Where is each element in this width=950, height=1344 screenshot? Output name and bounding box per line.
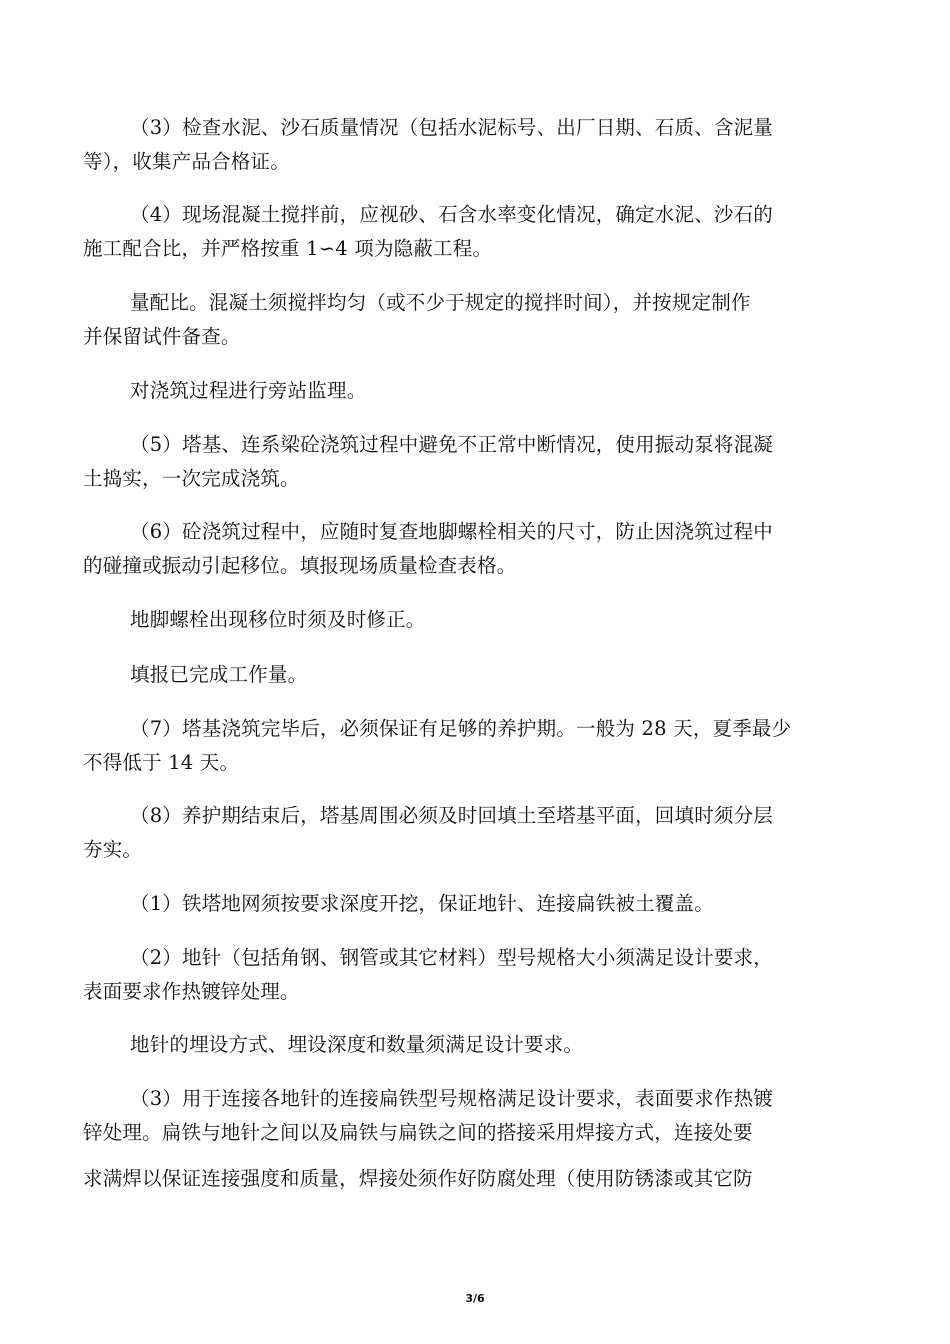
paragraph-line: 填报已完成工作量。 — [130, 663, 308, 686]
paragraph-line: （4）现场混凝土搅拌前，应视砂、石含水率变化情况，确定水泥、沙石的 — [130, 203, 774, 226]
paragraph-line: 的碰撞或振动引起移位。填报现场质量检查表格。 — [83, 554, 517, 577]
paragraph-line: （6）砼浇筑过程中，应随时复查地脚螺栓相关的尺寸，防止因浇筑过程中 — [130, 520, 774, 543]
paragraph-line: （1）铁塔地网须按要求深度开挖，保证地针、连接扁铁被土覆盖。 — [130, 892, 714, 915]
paragraph-line: 量配比。混凝土须搅拌均匀（或不少于规定的搅拌时间），并按规定制作 — [130, 291, 751, 314]
paragraph-line: 不得低于 14 天。 — [83, 751, 240, 774]
paragraph — [83, 658, 867, 692]
paragraph-line: （5）塔基、连系梁砼浇筑过程中避免不正常中断情况，使用振动泵将混凝 — [130, 433, 774, 456]
paragraph-line: 夯实。 — [83, 838, 143, 861]
paragraph-line: （3）检查水泥、沙石质量情况（包括水泥标号、出厂日期、石质、含泥量 — [130, 116, 774, 139]
paragraph-line: 施工配合比，并严格按重 1∽4 项为隐蔽工程。 — [83, 237, 493, 260]
paragraph-line: 表面要求作热镀锌处理。 — [83, 980, 300, 1003]
paragraph-line: 土捣实，一次完成浇筑。 — [83, 467, 300, 490]
paragraph-line: 等），收集产品合格证。 — [83, 150, 290, 173]
paragraph — [83, 198, 867, 266]
paragraph-line: （2）地针（包括角钢、钢管或其它材料）型号规格大小须满足设计要求， — [130, 946, 774, 969]
paragraph — [83, 428, 867, 496]
paragraph-line: （7）塔基浇筑完毕后，必须保证有足够的养护期。一般为 28 天，夏季最少 — [130, 717, 792, 740]
paragraph — [83, 799, 867, 867]
paragraph-line: 求满焊以保证连接强度和质量，焊接处须作好防腐处理（使用防锈漆或其它防 — [83, 1167, 753, 1190]
paragraph — [83, 111, 867, 179]
paragraph-line: （3）用于连接各地针的连接扁铁型号规格满足设计要求，表面要求作热镀 — [130, 1087, 774, 1110]
paragraph-line: 对浇筑过程进行旁站监理。 — [130, 379, 367, 402]
paragraph — [83, 887, 867, 921]
paragraph-line: 地脚螺栓出现移位时须及时修正。 — [130, 608, 426, 631]
paragraph-line: 并保留试件备查。 — [83, 325, 241, 348]
paragraph-line: （8）养护期结束后，塔基周围必须及时回填土至塔基平面，回填时须分层 — [130, 804, 774, 827]
paragraph — [83, 515, 867, 583]
paragraph — [83, 1028, 867, 1062]
page-number: 3/6 — [465, 1292, 485, 1305]
paragraph — [83, 374, 867, 408]
paragraph — [83, 1082, 867, 1196]
paragraph — [83, 286, 867, 354]
paragraph — [83, 603, 867, 637]
paragraph-line: 地针的埋设方式、埋设深度和数量须满足设计要求。 — [130, 1033, 584, 1056]
paragraph — [83, 712, 867, 780]
paragraph — [83, 941, 867, 1009]
paragraph-line: 锌处理。扁铁与地针之间以及扁铁与扁铁之间的搭接采用焊接方式，连接处要 — [83, 1121, 753, 1144]
